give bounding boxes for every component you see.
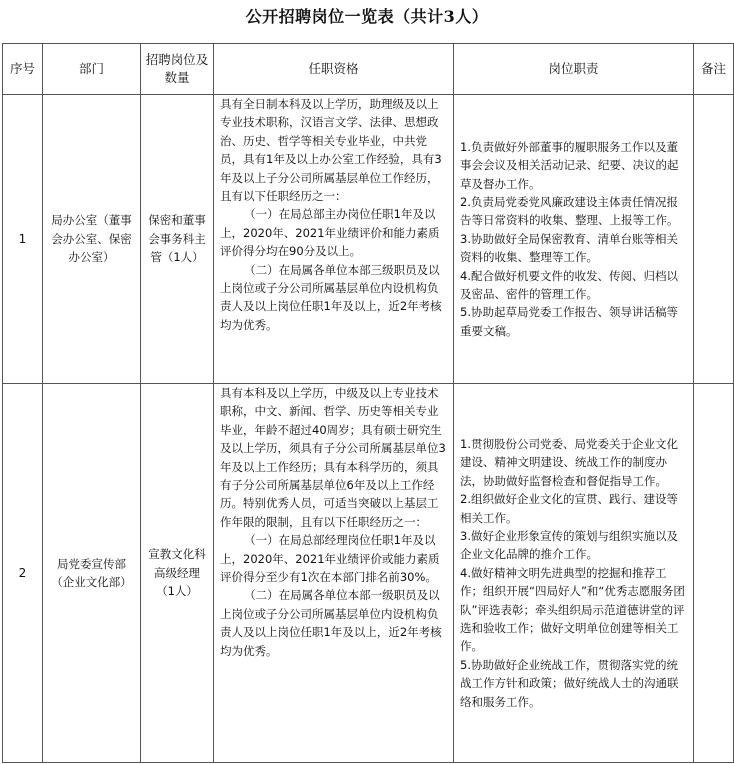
recruitment-table (2, 43, 734, 763)
row-qualification (214, 384, 454, 763)
duty-item: 5.协助起草局党委工作报告、领导讲话稿等重要文稿。 (460, 305, 678, 338)
qualification-paragraph: （二）在局属各单位本部一级职员及以上岗位或子分公司所属基层单位内设机构负责人及以上岗位任职1年及以上，近2年考核均为优秀。 (220, 588, 442, 658)
header-qualification: 任职资格 (214, 44, 454, 95)
row-duty (454, 384, 694, 763)
qualification-paragraph: （一）在局总部经理岗位任职1年及以上，2020年、2021年业绩评价或能力素质评价得分至少有1次在本部门排名前30%。 (220, 533, 440, 585)
qualification-paragraph: 具有本科及以上学历，中级及以上专业技术职称，中文、新闻、哲学、历史等相关专业毕业，年龄不超过40周岁；具有硕士研究生及以上学历，须具有子分公司所属基层单位3年及以上工作经历；具有本科学历的，须具有子分公司所属基层单位6年及以上工作经历。特别优秀人员，可适当突破以上基层工作年限的限制，且有以下任职经历之一： (220, 386, 446, 529)
qualification-paragraph: （一）在局总部主办岗位任职1年及以上，2020年、2021年业绩评价和能力素质评价得分均在90分及以上。 (220, 207, 440, 259)
duty-item: 5.协助做好企业统战工作，贯彻落实党的统战工作方针和政策；做好统战人士的沟通联络和服务工作。 (460, 657, 679, 709)
page-title: 公开招聘岗位一览表（共计3人） (245, 7, 489, 26)
row-seq: 1 (3, 95, 43, 384)
table-row (3, 384, 734, 763)
header-remark: 备注 (694, 44, 734, 95)
duty-item: 4.做好精神文明先进典型的挖掘和推荐工作；组织开展“四局好人”和“优秀志愿服务团队”评选表彰；牵头组织局示范道德讲堂的评选和验收工作；做好文明单位创建等相关工作。 (460, 565, 685, 654)
qualification-paragraph: （二）在局属各单位本部三级职员及以上岗位或子分公司所属基层单位内设机构负责人及以上岗位任职1年及以上，近2年考核均为优秀。 (220, 262, 442, 332)
duty-item: 2.负责局党委党风廉政建设主体责任情况报告等日常资料的收集、整理、上报等工作。 (460, 194, 679, 228)
row-remark (694, 384, 734, 763)
duty-item: 3.协助做好全局保密教育、清单台账等相关资料的收集、整理等工作。 (460, 231, 678, 265)
row-dept: 局党委宣传部（企业文化部） (43, 384, 141, 763)
table-header-row (3, 44, 734, 95)
duty-item: 4.配合做好机要文件的收发、传阅、归档以及密品、密件的管理工作。 (460, 268, 678, 302)
table-row (3, 95, 734, 384)
duty-item: 1.贯彻股份公司党委、局党委关于企业文化建设、精神文明建设、统战工作的制度办法，协助做好监督检查和督促指导工作。 (460, 436, 678, 488)
row-position: 保密和董事会事务科主管（1人） (141, 95, 214, 384)
row-remark (694, 95, 734, 384)
row-seq: 2 (3, 384, 43, 763)
header-duty: 岗位职责 (454, 44, 694, 95)
row-dept: 局办公室（董事会办公室、保密办公室） (43, 95, 141, 384)
duty-item: 3.做好企业形象宣传的策划与组织实施以及企业文化品牌的推介工作。 (460, 528, 678, 562)
header-position: 招聘岗位及数量 (141, 44, 214, 95)
duty-item: 2.组织做好企业文化的宣贯、践行、建设等相关工作。 (460, 492, 678, 525)
qualification-paragraph: 具有全日制本科及以上学历，助理级及以上专业技术职称，汉语言文学、法律、思想政治、历史、哲学等相关专业毕业，中共党员，具有1年及以上办公室工作经验，具有3年及以上子分公司所属基层单位工作经历，且有以下任职经历之一： (220, 97, 442, 204)
row-qualification (214, 95, 454, 384)
duty-item: 1.负责做好外部董事的履职服务工作以及董事会会议及相关活动记录、纪要、决议的起草及督办工作。 (460, 139, 679, 191)
row-duty (454, 95, 694, 384)
row-position: 宣教文化科高级经理（1人） (141, 384, 214, 763)
header-seq: 序号 (3, 44, 43, 95)
header-dept: 部门 (43, 44, 141, 95)
